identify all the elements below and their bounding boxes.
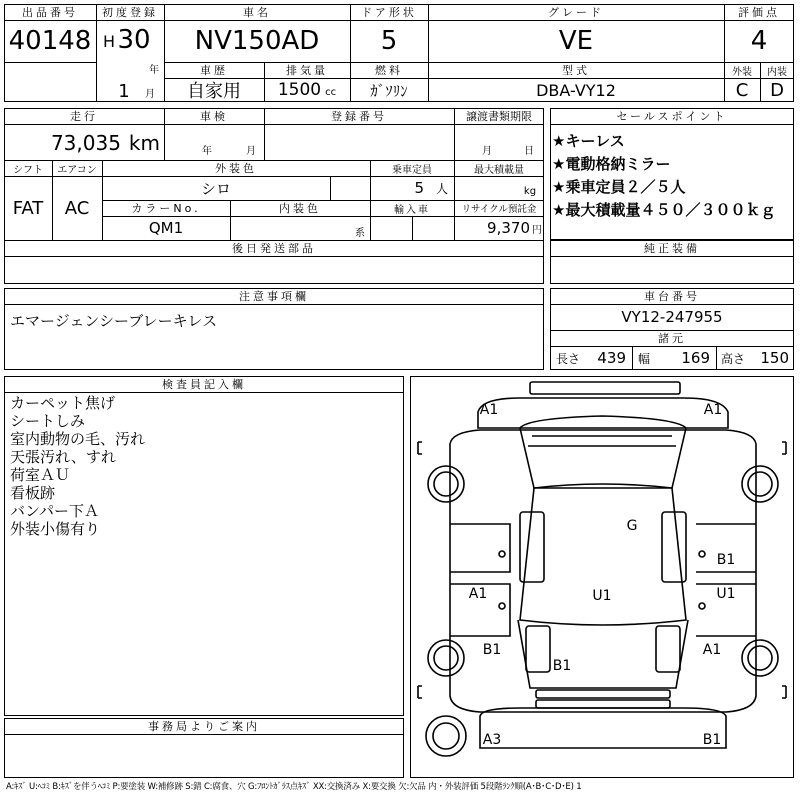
damage-mark: B1: [552, 658, 572, 674]
damage-mark: U1: [716, 586, 736, 602]
max-load-label: 最大積載量: [474, 164, 524, 176]
chassis-label: 車台番号: [644, 290, 700, 303]
inspector-label: 検査員記入欄: [162, 378, 246, 391]
aircon-label: エアコン: [57, 164, 97, 176]
damage-mark: G: [626, 518, 638, 534]
legend-footer: A:ｷｽﾞ U:ﾍｺﾐ B:ｷｽﾞを伴うﾍｺﾐ P:要塗装 W:補修跡 S:錆 C:腐食、穴 G:ﾌﾛﾝﾄｶﾞﾗｽ点ｷｽﾞ XX:交換済み X:要交換 欠:欠品 内・外装評価 5段階ﾗﾝｸ順(A･B･C･D･E) 1: [6, 782, 582, 792]
lot-number: 40148: [8, 26, 92, 56]
grade: VE: [558, 26, 594, 56]
genuine-label: 純正装備: [644, 242, 700, 255]
inspection-year-unit: 年: [202, 145, 212, 156]
inspector-line: 室内動物の毛、汚れ: [10, 430, 146, 448]
height-label: 高さ: [721, 351, 746, 366]
exterior-label: 外装: [732, 66, 752, 78]
length: [550, 346, 632, 370]
color-no-label: カラーNo.: [131, 202, 201, 215]
length-label: 長さ: [556, 351, 581, 366]
office-label: 事務局よりご案内: [148, 720, 260, 733]
car-name: NV150AD: [194, 26, 320, 56]
damage-mark: A1: [479, 402, 499, 418]
inspector-line: カーペット焦げ: [10, 394, 116, 412]
damage-mark: A1: [702, 642, 722, 658]
damage-mark: B1: [702, 732, 722, 748]
exterior-color: シロ: [200, 179, 231, 198]
inspector-line: 荷室ＡＵ: [10, 466, 71, 484]
notes-label: 注意事項欄: [239, 290, 309, 303]
inspector-line: 看板跡: [10, 484, 56, 502]
exterior-color-label: 外装色: [215, 162, 257, 175]
registration-year: 30: [117, 25, 151, 55]
history: 自家用: [187, 81, 241, 102]
inspector-line: 天張汚れ、すれ: [10, 448, 116, 466]
mileage-value: 73,035: [50, 131, 121, 155]
mileage-unit: km: [128, 131, 160, 155]
inspector-line: バンパー下Ａ: [10, 502, 99, 520]
inspection-month-unit: 月: [246, 145, 256, 156]
interior-color-unit: 系: [355, 227, 365, 238]
import-label: 輸入車: [394, 204, 430, 216]
sales-item: ★乗車定員２／５人: [552, 178, 686, 196]
year-unit: 年: [149, 64, 159, 76]
inspector-line: 外装小傷有り: [10, 520, 101, 538]
notes-text: エマージェンシーブレーキレス: [10, 312, 218, 330]
dims-label: 諸元: [658, 332, 686, 345]
displacement: [264, 78, 350, 102]
aircon: AC: [64, 197, 90, 219]
capacity-unit: 人: [435, 181, 448, 196]
registration-month: 1: [118, 80, 130, 102]
shift: FAT: [12, 197, 44, 219]
car-name-label: 車名: [243, 6, 271, 19]
height: [716, 346, 794, 370]
width: [632, 346, 716, 370]
mileage-label: 走行: [70, 110, 98, 123]
exterior-grade: C: [735, 79, 749, 101]
chassis-number: VY12-247955: [621, 308, 723, 326]
history-label: 車歴: [200, 64, 228, 77]
capacity-label: 乗車定員: [392, 164, 432, 176]
width-label: 幅: [638, 351, 651, 366]
sales-item: ★電動格納ミラー: [552, 155, 671, 173]
damage-mark: U1: [592, 588, 612, 604]
transfer-docs-label: 譲渡書類期限: [466, 110, 532, 123]
recycle-label: リサイクル預託金: [461, 204, 537, 215]
car-diagram: [410, 376, 794, 778]
sales-points: [552, 130, 775, 222]
mileage: [4, 126, 164, 160]
score: 4: [750, 26, 768, 56]
displacement-unit: cc: [325, 87, 337, 98]
inspection-label: 車検: [200, 110, 228, 123]
damage-mark: A1: [703, 402, 723, 418]
plate-label: 登録番号: [331, 110, 387, 123]
capacity-value: 5: [414, 179, 424, 197]
damage-mark: A1: [468, 586, 488, 602]
transfer-day-unit: 日: [524, 145, 534, 156]
capacity: [370, 176, 454, 200]
recycle-fee: [454, 216, 544, 240]
model-code: DBA-VY12: [536, 80, 616, 100]
recycle-value: 9,370: [487, 219, 530, 237]
length-value: 439: [597, 349, 626, 367]
month-unit: 月: [145, 88, 155, 100]
door-label: ドア形状: [361, 6, 417, 19]
inspector-notes: [10, 394, 145, 538]
interior-grade: D: [770, 79, 784, 101]
interior-color-label: 内装色: [279, 202, 321, 215]
fuel-label: 燃料: [375, 64, 403, 77]
damage-mark: A3: [482, 732, 502, 748]
later-parts-label: 後日発送部品: [232, 242, 316, 255]
width-value: 169: [681, 349, 710, 367]
door-type: 5: [380, 26, 398, 56]
damage-mark: B1: [716, 552, 736, 568]
lot-number-label: 出品番号: [22, 6, 78, 19]
inspector-line: シートしみ: [10, 412, 86, 430]
displacement-value: 1500: [277, 80, 322, 100]
transfer-month-unit: 月: [482, 145, 492, 156]
height-value: 150: [760, 349, 789, 367]
sales-item: ★キーレス: [552, 132, 625, 150]
max-load-unit: kg: [523, 185, 537, 197]
shift-label: シフト: [13, 164, 43, 176]
recycle-unit: 円: [532, 224, 542, 236]
first-registration-label: 初度登録: [102, 6, 158, 19]
era: H: [102, 31, 116, 51]
grade-label: グレード: [548, 6, 604, 19]
interior-label: 内装: [767, 66, 787, 78]
color-no: QM1: [148, 219, 184, 237]
damage-mark: B1: [482, 642, 502, 658]
displacement-label: 排気量: [286, 64, 328, 77]
sales-label: セールスポイント: [616, 110, 728, 123]
fuel: ｶﾞｿﾘﾝ: [370, 81, 408, 100]
sales-item: ★最大積載量４５０／３００ｋｇ: [552, 201, 776, 219]
model-label: 型式: [562, 64, 590, 77]
score-label: 評価点: [738, 6, 780, 19]
